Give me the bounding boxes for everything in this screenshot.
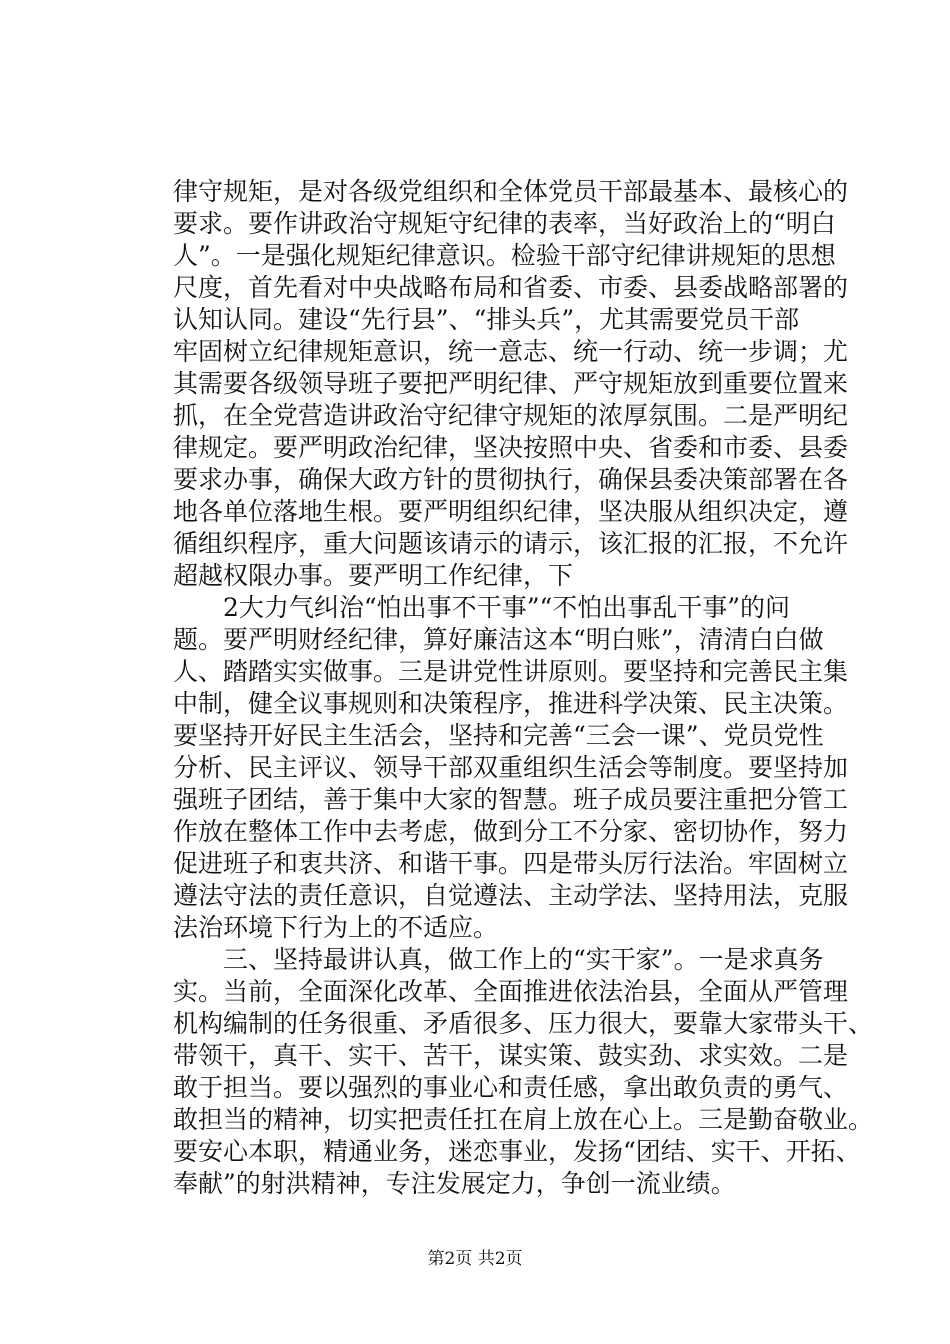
text-line: 作放在整体工作中去考虑，做到分工不分家、密切协作，努力 <box>173 817 849 846</box>
text-line: 牢固树立纪律规矩意识，统一意志、统一行动、统一步调；尤 <box>173 337 849 366</box>
text-line: 敢于担当。要以强烈的事业心和责任感，拿出敢负责的勇气、 <box>173 1073 849 1102</box>
text-line: 促进班子和衷共济、和谐干事。四是带头厉行法治。牢固树立 <box>173 849 849 878</box>
text-line: 实。当前，全面深化改革、全面推进依法治县，全面从严管理 <box>173 977 849 1006</box>
text-line: 带领干，真干、实干、苦干，谋实策、鼓实劲、求实效。二是 <box>173 1041 849 1070</box>
page-number-footer: 第2页 共2页 <box>427 1249 523 1269</box>
text-line: 要坚持开好民主生活会，坚持和完善“三会一课”、党员党性 <box>173 721 824 750</box>
text-line: 机构编制的任务很重、矛盾很多、压力很大，要靠大家带头干、 <box>173 1009 873 1038</box>
text-line: 认知认同。建设“先行县”、“排头兵”，尤其需要党员干部 <box>173 305 800 334</box>
text-line: 2大力气纠治“怕出事不干事”“不怕出事乱干事”的问 <box>173 593 791 622</box>
text-line: 抓，在全党营造讲政治守纪律守规矩的浓厚氛围。二是严明纪 <box>173 401 849 430</box>
text-line: 分析、民主评议、领导干部双重组织生活会等制度。要坚持加 <box>173 753 849 782</box>
text-line: 三、坚持最讲认真，做工作上的“实干家”。一是求真务 <box>173 945 824 974</box>
text-line: 要求。要作讲政治守规矩守纪律的表率，当好政治上的“明白 <box>173 209 836 238</box>
text-line: 强班子团结，善于集中大家的智慧。班子成员要注重把分管工 <box>173 785 849 814</box>
text-line: 人、踏踏实实做事。三是讲党性讲原则。要坚持和完善民主集 <box>173 657 849 686</box>
text-line: 奉献”的射洪精神，专注发展定力，争创一流业绩。 <box>173 1169 736 1198</box>
text-line: 其需要各级领导班子要把严明纪律、严守规矩放到重要位置来 <box>173 369 849 398</box>
text-line: 题。要严明财经纪律，算好廉洁这本“明白账”，清清白白做 <box>173 625 824 654</box>
text-line: 遵法守法的责任意识，自觉遵法、主动学法、坚持用法，克服 <box>173 881 849 910</box>
text-line: 律规定。要严明政治纪律，坚决按照中央、省委和市委、县委 <box>173 433 849 462</box>
text-line: 循组织程序，重大问题该请示的请示，该汇报的汇报，不允许 <box>173 529 849 558</box>
text-line: 尺度，首先看对中央战略布局和省委、市委、县委战略部署的 <box>173 273 849 302</box>
text-line: 律守规矩，是对各级党组织和全体党员干部最基本、最核心的 <box>173 177 849 206</box>
text-line: 地各单位落地生根。要严明组织纪律，坚决服从组织决定，遵 <box>173 497 849 526</box>
text-line: 法治环境下行为上的不适应。 <box>173 913 499 942</box>
text-line: 要安心本职，精通业务，迷恋事业，发扬“团结、实干、开拓、 <box>173 1137 861 1166</box>
text-line: 超越权限办事。要严明工作纪律，下 <box>173 561 574 590</box>
text-line: 人”。一是强化规矩纪律意识。检验干部守纪律讲规矩的思想 <box>173 241 836 270</box>
text-line: 要求办事，确保大政方针的贯彻执行，确保县委决策部署在各 <box>173 465 849 494</box>
text-line: 中制，健全议事规则和决策程序，推进科学决策、民主决策。 <box>173 689 849 718</box>
text-line: 敢担当的精神，切实把责任扛在肩上放在心上。三是勤奋敬业。 <box>173 1105 873 1134</box>
